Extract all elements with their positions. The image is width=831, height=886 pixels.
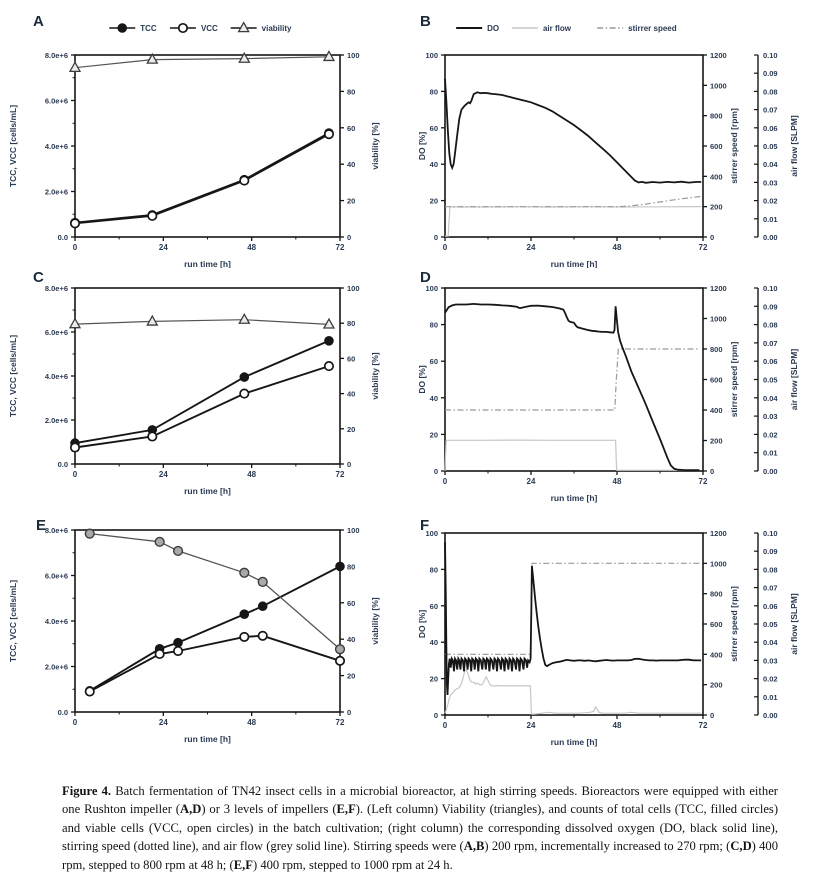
- svg-text:60: 60: [347, 354, 356, 364]
- svg-text:0: 0: [433, 711, 438, 720]
- svg-text:8.0e+6: 8.0e+6: [44, 51, 68, 60]
- y-right-axis-label: viability [%]: [370, 352, 380, 400]
- svg-text:80: 80: [347, 562, 356, 572]
- svg-text:100: 100: [425, 529, 438, 538]
- svg-text:8.0e+6: 8.0e+6: [44, 526, 68, 535]
- svg-text:2.0e+6: 2.0e+6: [44, 187, 68, 197]
- svg-text:6.0e+6: 6.0e+6: [44, 328, 68, 337]
- caption-bold-segment: C,D: [730, 839, 752, 854]
- y-right-axis-label: viability [%]: [370, 122, 380, 170]
- svg-text:24: 24: [158, 470, 168, 479]
- series-tcc: [71, 129, 333, 227]
- y-right-axis-label: stirrer speed [rpm]: [729, 341, 739, 418]
- svg-text:600: 600: [710, 142, 723, 151]
- svg-text:48: 48: [247, 470, 257, 479]
- svg-text:0.01: 0.01: [763, 448, 778, 458]
- svg-text:1000: 1000: [710, 559, 727, 569]
- plot-area: [445, 533, 703, 715]
- y-right2-axis-label: air flow [SLPM]: [789, 593, 799, 655]
- panel-b-chart: [415, 0, 831, 268]
- caption-bold-segment: A,B: [463, 839, 485, 854]
- y-right-axis: [703, 51, 739, 242]
- caption-bold-segment: Figure 4.: [62, 783, 112, 798]
- y-left-axis-label: TCC, VCC [cells/mL]: [8, 334, 18, 418]
- y-left-axis-label: TCC, VCC [cells/mL]: [8, 579, 18, 663]
- panel-letter-d: D: [420, 269, 431, 286]
- svg-text:0.05: 0.05: [763, 142, 778, 151]
- caption-text-segment: ) 400 rpm, stepped to 800 rpm at 48 h; (: [62, 839, 779, 872]
- svg-text:4.0e+6: 4.0e+6: [44, 142, 68, 151]
- svg-text:72: 72: [698, 721, 708, 730]
- series-stirrer-speed: [445, 349, 699, 410]
- svg-text:0.06: 0.06: [763, 357, 778, 367]
- caption-bold-segment: E,F: [336, 802, 356, 817]
- series-do: [445, 542, 701, 695]
- y-right2-axis-label: air flow [SLPM]: [789, 348, 799, 411]
- svg-text:0.01: 0.01: [763, 692, 778, 702]
- svg-text:1200: 1200: [710, 529, 727, 538]
- svg-text:4.0e+6: 4.0e+6: [44, 372, 68, 381]
- svg-text:72: 72: [335, 470, 345, 479]
- y-left-axis-label: TCC, VCC [cells/mL]: [8, 104, 18, 188]
- y-left-axis-label: DO [%]: [417, 609, 427, 639]
- svg-text:0: 0: [347, 233, 352, 242]
- svg-text:600: 600: [710, 620, 723, 629]
- svg-text:0.01: 0.01: [763, 214, 778, 224]
- svg-text:0.00: 0.00: [763, 711, 778, 720]
- legend-label: viability: [261, 24, 292, 33]
- plot-area: [445, 55, 703, 237]
- svg-text:0.05: 0.05: [763, 620, 778, 629]
- svg-text:0: 0: [72, 718, 78, 727]
- svg-text:0: 0: [442, 477, 448, 486]
- x-axis-label: run time [h]: [184, 259, 231, 268]
- svg-text:0: 0: [442, 721, 448, 730]
- svg-text:60: 60: [429, 601, 438, 611]
- svg-text:0: 0: [710, 467, 715, 476]
- svg-text:400: 400: [710, 406, 723, 415]
- svg-text:200: 200: [710, 680, 723, 690]
- svg-text:40: 40: [429, 160, 438, 170]
- caption-bold-segment: E,F: [233, 857, 253, 872]
- svg-text:0: 0: [442, 243, 448, 252]
- x-axis-label: run time [h]: [184, 486, 231, 496]
- svg-text:48: 48: [612, 721, 622, 730]
- svg-text:0: 0: [710, 711, 715, 720]
- plot-area: [75, 55, 340, 237]
- svg-text:400: 400: [710, 650, 723, 660]
- series-tcc: [71, 337, 333, 448]
- svg-text:0.02: 0.02: [763, 674, 778, 684]
- y-right2-axis: [754, 529, 799, 720]
- svg-text:200: 200: [710, 202, 723, 212]
- y-left-axis: [8, 526, 75, 717]
- svg-text:0: 0: [347, 708, 352, 717]
- svg-text:1000: 1000: [710, 314, 727, 324]
- svg-text:0.0: 0.0: [57, 460, 68, 469]
- svg-text:0.10: 0.10: [763, 51, 778, 60]
- svg-text:100: 100: [425, 284, 438, 293]
- svg-text:60: 60: [429, 357, 438, 367]
- svg-text:40: 40: [429, 393, 438, 403]
- y-right2-axis-label: air flow [SLPM]: [789, 115, 799, 177]
- svg-text:24: 24: [526, 477, 536, 486]
- svg-text:0: 0: [433, 467, 438, 476]
- svg-text:20: 20: [429, 674, 438, 684]
- plot-frame: [75, 55, 340, 237]
- svg-text:0.00: 0.00: [763, 233, 778, 242]
- y-left-axis: [8, 284, 75, 469]
- x-axis-label: run time [h]: [550, 493, 598, 503]
- series-do: [445, 304, 699, 470]
- svg-text:72: 72: [698, 243, 708, 252]
- svg-text:2.0e+6: 2.0e+6: [44, 416, 68, 425]
- svg-text:200: 200: [710, 436, 723, 446]
- svg-text:0.0: 0.0: [57, 233, 68, 242]
- caption-text-segment: ). (Left column) Viability (triangles), and counts of total cells (TCC, filled circles) and viable cells (VCC, open circles) in the batch cultivation; (right column) the corresponding dissolved oxygen (DO, black solid line), stirring speed (dotted line), and air flow (grey solid line). Stirring speeds were (: [62, 802, 779, 854]
- caption-text-segment: ) or 3 levels of impellers (: [201, 802, 337, 817]
- legend-label: TCC: [140, 24, 157, 33]
- y-left-axis-label: DO [%]: [417, 365, 427, 394]
- svg-text:48: 48: [247, 243, 257, 252]
- svg-text:48: 48: [612, 243, 622, 252]
- svg-text:0.0: 0.0: [57, 708, 68, 717]
- svg-text:24: 24: [158, 243, 168, 252]
- y-right-axis: [340, 526, 380, 717]
- svg-text:0.02: 0.02: [763, 430, 778, 440]
- x-axis: [73, 464, 345, 496]
- legend-label: stirrer speed: [628, 24, 677, 33]
- svg-text:100: 100: [347, 284, 360, 293]
- panel-f-chart: [415, 515, 831, 765]
- svg-text:0.09: 0.09: [763, 69, 778, 79]
- y-right-axis-label: stirrer speed [rpm]: [729, 586, 739, 662]
- y-left-axis-label: DO [%]: [417, 131, 427, 161]
- svg-text:0.08: 0.08: [763, 320, 778, 330]
- x-axis-label: run time [h]: [550, 259, 598, 268]
- svg-text:80: 80: [347, 319, 356, 329]
- legend-label: air flow: [542, 24, 571, 33]
- svg-text:72: 72: [698, 477, 708, 486]
- x-axis-label: run time [h]: [184, 734, 231, 744]
- svg-text:60: 60: [347, 598, 356, 608]
- svg-text:40: 40: [347, 635, 356, 645]
- x-axis: [73, 712, 345, 744]
- series-do: [445, 79, 701, 183]
- svg-text:0.04: 0.04: [763, 638, 778, 648]
- svg-text:20: 20: [347, 196, 356, 206]
- caption-text-segment: Batch fermentation of TN42 insect cells in a microbial bioreactor, at high stirring speeds. Bioreactors were equipped with either one Rushton impeller (: [62, 783, 778, 817]
- svg-text:20: 20: [347, 424, 356, 434]
- panel-d-chart: [415, 268, 831, 515]
- x-axis: [443, 237, 708, 268]
- plot-frame: [75, 530, 340, 712]
- svg-text:80: 80: [429, 565, 438, 575]
- svg-text:0.07: 0.07: [763, 338, 778, 348]
- series-viability: [85, 529, 344, 653]
- svg-text:2.0e+6: 2.0e+6: [44, 662, 68, 672]
- svg-text:6.0e+6: 6.0e+6: [44, 96, 68, 106]
- svg-text:0: 0: [72, 470, 78, 479]
- svg-text:80: 80: [347, 87, 356, 97]
- svg-text:1000: 1000: [710, 81, 727, 91]
- svg-text:40: 40: [429, 638, 438, 648]
- svg-text:600: 600: [710, 375, 723, 385]
- x-axis: [443, 471, 708, 503]
- svg-text:100: 100: [347, 51, 360, 60]
- series-vcc: [71, 362, 333, 452]
- svg-text:20: 20: [347, 671, 356, 681]
- y-left-axis: [417, 529, 445, 720]
- series-vcc: [71, 130, 333, 228]
- y-right-axis: [703, 529, 739, 720]
- svg-text:0.06: 0.06: [763, 123, 778, 133]
- series-vcc: [86, 632, 345, 696]
- y-right2-axis: [754, 51, 799, 242]
- svg-text:0.08: 0.08: [763, 87, 778, 97]
- plot-frame: [445, 55, 703, 237]
- figure-caption: [62, 782, 778, 875]
- svg-text:40: 40: [347, 389, 356, 399]
- panel-letter-a: A: [33, 13, 44, 30]
- y-left-axis: [417, 284, 445, 476]
- panel-letter-e: E: [36, 517, 47, 534]
- svg-text:1200: 1200: [710, 284, 727, 293]
- svg-text:80: 80: [429, 320, 438, 330]
- legend-label: DO: [487, 24, 500, 33]
- svg-text:0: 0: [710, 233, 715, 242]
- svg-text:0.09: 0.09: [763, 302, 778, 312]
- svg-text:0.07: 0.07: [763, 105, 778, 115]
- svg-text:24: 24: [526, 243, 536, 252]
- svg-text:60: 60: [347, 123, 356, 133]
- svg-text:0.09: 0.09: [763, 547, 778, 557]
- panel-letter-c: C: [33, 269, 44, 286]
- x-axis-label: run time [h]: [550, 737, 598, 747]
- svg-text:1200: 1200: [710, 51, 727, 60]
- svg-text:4.0e+6: 4.0e+6: [44, 617, 68, 626]
- series-air-flow: [445, 440, 699, 471]
- plot-frame: [445, 533, 703, 715]
- svg-text:0: 0: [433, 233, 438, 242]
- svg-text:0: 0: [72, 243, 78, 252]
- svg-text:0: 0: [347, 460, 352, 469]
- y-right-axis: [340, 51, 380, 242]
- panel-letter-b: B: [420, 13, 431, 30]
- svg-text:100: 100: [425, 51, 438, 60]
- svg-text:0.07: 0.07: [763, 583, 778, 593]
- svg-text:0.10: 0.10: [763, 529, 778, 538]
- svg-text:40: 40: [347, 160, 356, 170]
- panel-c-chart: [0, 268, 415, 515]
- y-right-axis-label: stirrer speed [rpm]: [729, 108, 739, 184]
- panel-e-chart: [0, 515, 415, 765]
- legend-label: VCC: [200, 24, 218, 33]
- svg-text:20: 20: [429, 196, 438, 206]
- caption-text-segment: ) 400 rpm, stepped to 1000 rpm at 24 h.: [253, 857, 453, 872]
- svg-text:0.03: 0.03: [763, 656, 778, 666]
- series-viability: [70, 314, 334, 328]
- panel-letter-f: F: [420, 517, 430, 534]
- plot-area: [75, 530, 340, 712]
- svg-text:800: 800: [710, 345, 723, 354]
- svg-text:800: 800: [710, 111, 723, 121]
- svg-text:0.03: 0.03: [763, 178, 778, 188]
- svg-text:0.10: 0.10: [763, 284, 778, 293]
- y-right-axis-label: viability [%]: [370, 597, 380, 645]
- svg-text:48: 48: [612, 477, 622, 486]
- svg-text:0.03: 0.03: [763, 412, 778, 422]
- svg-text:80: 80: [429, 87, 438, 97]
- y-right2-axis: [754, 284, 799, 476]
- series-air-flow: [445, 670, 701, 715]
- series-tcc: [86, 562, 345, 695]
- x-axis: [443, 715, 708, 747]
- plot-area: [445, 288, 703, 471]
- series-stirrer-speed: [445, 563, 701, 654]
- svg-text:100: 100: [347, 526, 360, 535]
- y-left-axis: [417, 51, 445, 242]
- series-stirrer-speed: [445, 196, 701, 206]
- svg-text:24: 24: [158, 718, 168, 727]
- svg-text:0.08: 0.08: [763, 565, 778, 575]
- series-air-flow: [445, 207, 701, 237]
- svg-text:800: 800: [710, 589, 723, 599]
- svg-text:60: 60: [429, 123, 438, 133]
- legend: [109, 23, 292, 33]
- svg-text:20: 20: [429, 430, 438, 440]
- svg-text:0.04: 0.04: [763, 393, 778, 403]
- svg-text:0.04: 0.04: [763, 160, 778, 170]
- svg-text:8.0e+6: 8.0e+6: [44, 284, 68, 293]
- svg-text:72: 72: [335, 243, 345, 252]
- y-right-axis: [340, 284, 380, 469]
- svg-text:72: 72: [335, 718, 345, 727]
- caption-bold-segment: A,D: [179, 802, 202, 817]
- svg-text:48: 48: [247, 718, 257, 727]
- svg-text:0.06: 0.06: [763, 601, 778, 611]
- panel-a-chart: [0, 0, 415, 268]
- caption-text-segment: ) 200 rpm, incrementally increased to 270 rpm; (: [484, 839, 731, 854]
- y-right-axis: [703, 284, 739, 476]
- y-left-axis: [8, 51, 75, 242]
- svg-text:0.00: 0.00: [763, 467, 778, 476]
- plot-frame: [445, 288, 703, 471]
- svg-text:0.02: 0.02: [763, 196, 778, 206]
- svg-text:6.0e+6: 6.0e+6: [44, 571, 68, 581]
- svg-text:24: 24: [526, 721, 536, 730]
- legend: [456, 24, 677, 33]
- svg-text:400: 400: [710, 172, 723, 182]
- svg-text:0.05: 0.05: [763, 375, 778, 385]
- x-axis: [73, 237, 345, 268]
